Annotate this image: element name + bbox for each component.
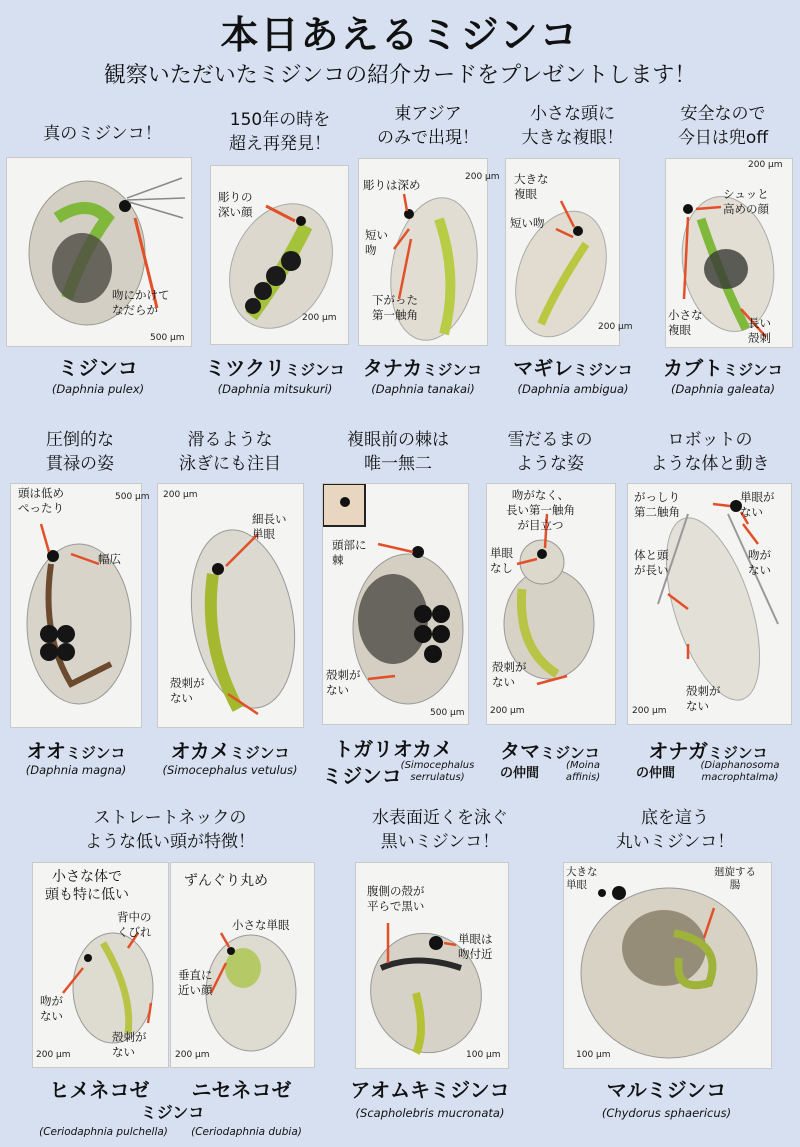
name-vetulus: オカメミジンコ <box>170 739 290 763</box>
page-subtitle: 観察いただいたミジンコの紹介カードをプレゼントします！ <box>103 63 697 88</box>
note-diaphanosoma-antenna: がっしり 第二触角 <box>634 490 680 519</box>
scale-mitsukuri: 200 μm <box>302 313 337 323</box>
photo-daphnia-pulex <box>6 157 192 347</box>
name-moina-sub: の仲間 <box>500 766 540 781</box>
sci-pulex: (Daphnia pulex) <box>51 382 145 396</box>
sci-ambigua: (Daphnia ambigua) <box>517 382 629 396</box>
scale-serrulatus: 500 μm <box>430 708 465 718</box>
name-ambigua: マギレミジンコ <box>513 356 633 380</box>
sci-pulchella: (Ceriodaphnia pulchella) <box>39 1126 168 1138</box>
note-magna-head: 頭は低め ぺったり <box>18 486 64 515</box>
scale-galeata: 200 μm <box>748 160 783 170</box>
caption-diaphanosoma: ロボットの ような体と動き <box>650 430 770 474</box>
note-scapholebris-eye: 単眼は 吻付近 <box>458 932 493 961</box>
note-dubia-face: 垂直に 近い顔 <box>178 968 213 997</box>
caption-mitsukuri: 150年の時を 超え再発見！ <box>229 110 331 154</box>
scale-tanakai: 200 μm <box>465 172 500 182</box>
caption-chydorus: 底を這う 丸いミジンコ！ <box>615 808 735 852</box>
scale-moina: 200 μm <box>490 706 525 716</box>
note-moina-eye: 単眼 なし <box>490 546 513 575</box>
note-tanakai-rostrum: 短い 吻 <box>365 228 388 257</box>
note-serrulatus-spine: 頭部に 棘 <box>332 538 367 567</box>
note-diaphanosoma-rostrum: 吻が ない <box>748 548 771 577</box>
note-diaphanosoma-body: 体と頭 が長い <box>634 548 669 577</box>
name-serrulatus: トガリオカメ <box>333 737 453 761</box>
note-galeata-eye: 小さな 複眼 <box>668 308 703 337</box>
name-galeata: カブトミジンコ <box>663 356 783 380</box>
scale-dubia: 200 μm <box>175 1050 210 1060</box>
caption-vetulus: 滑るような 泳ぎにも注目 <box>179 430 281 474</box>
sci-diaphanosoma: (Diaphanosoma macrophtalma) <box>700 760 780 783</box>
photo-ceriodaphnia-dubia <box>170 862 315 1068</box>
note-pulchella-spine: 殻刺が ない <box>112 1030 147 1059</box>
scale-vetulus: 200 μm <box>163 490 198 500</box>
note-diaphanosoma-eye: 単眼が ない <box>740 490 775 519</box>
scale-ambigua: 200 μm <box>598 322 633 332</box>
caption-ambigua: 小さな頭に 大きな複眼！ <box>521 104 624 148</box>
name-magna: オオミジンコ <box>26 739 126 763</box>
note-vetulus-eye: 細長い 単眼 <box>252 512 287 541</box>
sci-serrulatus: (Simocephalus serrulatus) <box>400 760 475 783</box>
name-diaphanosoma-sub: の仲間 <box>636 766 676 781</box>
note-pulchella-back: 背中の くびれ <box>117 910 152 939</box>
caption-serrulatus: 複眼前の棘は 唯一無二 <box>347 430 449 474</box>
caption-moina: 雪だるまの ような姿 <box>507 430 593 474</box>
photo-daphnia-magna <box>10 483 142 728</box>
caption-galeata: 安全なので 今日は兜off <box>677 104 769 148</box>
sci-chydorus: (Chydorus sphaericus) <box>601 1106 732 1120</box>
note-chydorus-gut: 廻旋する 腸 <box>714 866 756 891</box>
sci-scapholebris: (Scapholebris mucronata) <box>355 1106 505 1120</box>
name-tanakai: タナカミジンコ <box>362 356 483 380</box>
note-chydorus-eye: 大きな 単眼 <box>566 866 598 891</box>
name-diaphanosoma: オナガミジンコ <box>648 739 768 763</box>
sci-tanakai: (Daphnia tanakai) <box>371 382 475 396</box>
note-moina-spine: 殻刺が ない <box>492 660 527 689</box>
sci-galeata: (Daphnia galeata) <box>671 382 775 396</box>
scale-pulchella: 200 μm <box>36 1050 71 1060</box>
scale-chydorus: 100 μm <box>576 1050 611 1060</box>
sci-vetulus: (Simocephalus vetulus) <box>162 763 298 777</box>
name-ceriodaphnia-suffix: ミジンコ <box>140 1103 205 1122</box>
note-pulchella-rostrum: 吻が ない <box>40 994 63 1023</box>
scale-diaphanosoma: 200 μm <box>632 706 667 716</box>
name-serrulatus-line2: ミジンコ <box>322 764 402 788</box>
caption-ceriodaphnia: ストレートネックの ような低い頭が特徴！ <box>85 808 255 852</box>
caption-tanakai: 東アジア のみで出現！ <box>377 104 479 148</box>
caption-magna: 圧倒的な 貫禄の姿 <box>46 430 114 474</box>
note-pulchella-title: 小さな体で 頭も特に低い <box>45 869 129 903</box>
note-dubia-title: ずんぐり丸め <box>184 873 268 889</box>
caption-pulex: 真のミジンコ！ <box>43 124 162 144</box>
sci-moina: (Moina affinis) <box>565 760 601 783</box>
name-pulex: ミジンコ <box>58 356 138 380</box>
caption-scapholebris: 水表面近くを泳ぐ 黒いミジンコ！ <box>372 808 508 852</box>
scale-scapholebris: 100 μm <box>466 1050 501 1060</box>
scale-pulex: 500 μm <box>150 333 185 343</box>
name-dubia: ニセネコゼ <box>191 1078 292 1102</box>
note-pulex-rostrum: 吻にかけて なだらか <box>112 288 170 317</box>
note-moina-antenna: 吻がなく、 長い第一触角 が目立つ <box>506 488 575 532</box>
note-ambigua-rostrum: 短い吻 <box>510 216 545 230</box>
scale-magna: 500 μm <box>115 492 150 502</box>
note-magna-wide: 幅広 <box>98 552 121 566</box>
name-pulchella: ヒメネコゼ <box>49 1078 150 1102</box>
note-mitsukuri-face: 彫りの 深い顔 <box>218 190 253 219</box>
note-tanakai-antenna: 下がった 第一触角 <box>372 293 418 322</box>
note-serrulatus-shell: 殻刺が ない <box>326 668 361 697</box>
photo-chydorus <box>563 862 772 1069</box>
note-vetulus-spine: 殻刺が ない <box>170 676 205 705</box>
note-tanakai-face: 彫りは深め <box>363 178 421 192</box>
name-scapholebris: アオムキミジンコ <box>350 1078 510 1102</box>
sci-dubia: (Ceriodaphnia dubia) <box>191 1126 302 1138</box>
note-galeata-spine: 長い 殻刺 <box>748 316 771 345</box>
sci-mitsukuri: (Daphnia mitsukuri) <box>217 382 333 396</box>
note-diaphanosoma-spine: 殻刺が ない <box>686 684 721 713</box>
note-dubia-eye: 小さな単眼 <box>232 918 290 932</box>
note-ambigua-eye: 大きな 複眼 <box>514 172 549 201</box>
page-title: 本日あえるミジンコ <box>220 13 580 57</box>
sci-magna: (Daphnia magna) <box>25 763 127 777</box>
note-galeata-face: シュッと 高めの顔 <box>723 187 769 216</box>
name-mitsukuri: ミツクリミジンコ <box>205 356 345 380</box>
name-chydorus: マルミジンコ <box>606 1078 727 1102</box>
name-moina: タマミジンコ <box>500 739 600 763</box>
note-scapholebris-shell: 腹側の殻が 平らで黒い <box>367 884 425 913</box>
